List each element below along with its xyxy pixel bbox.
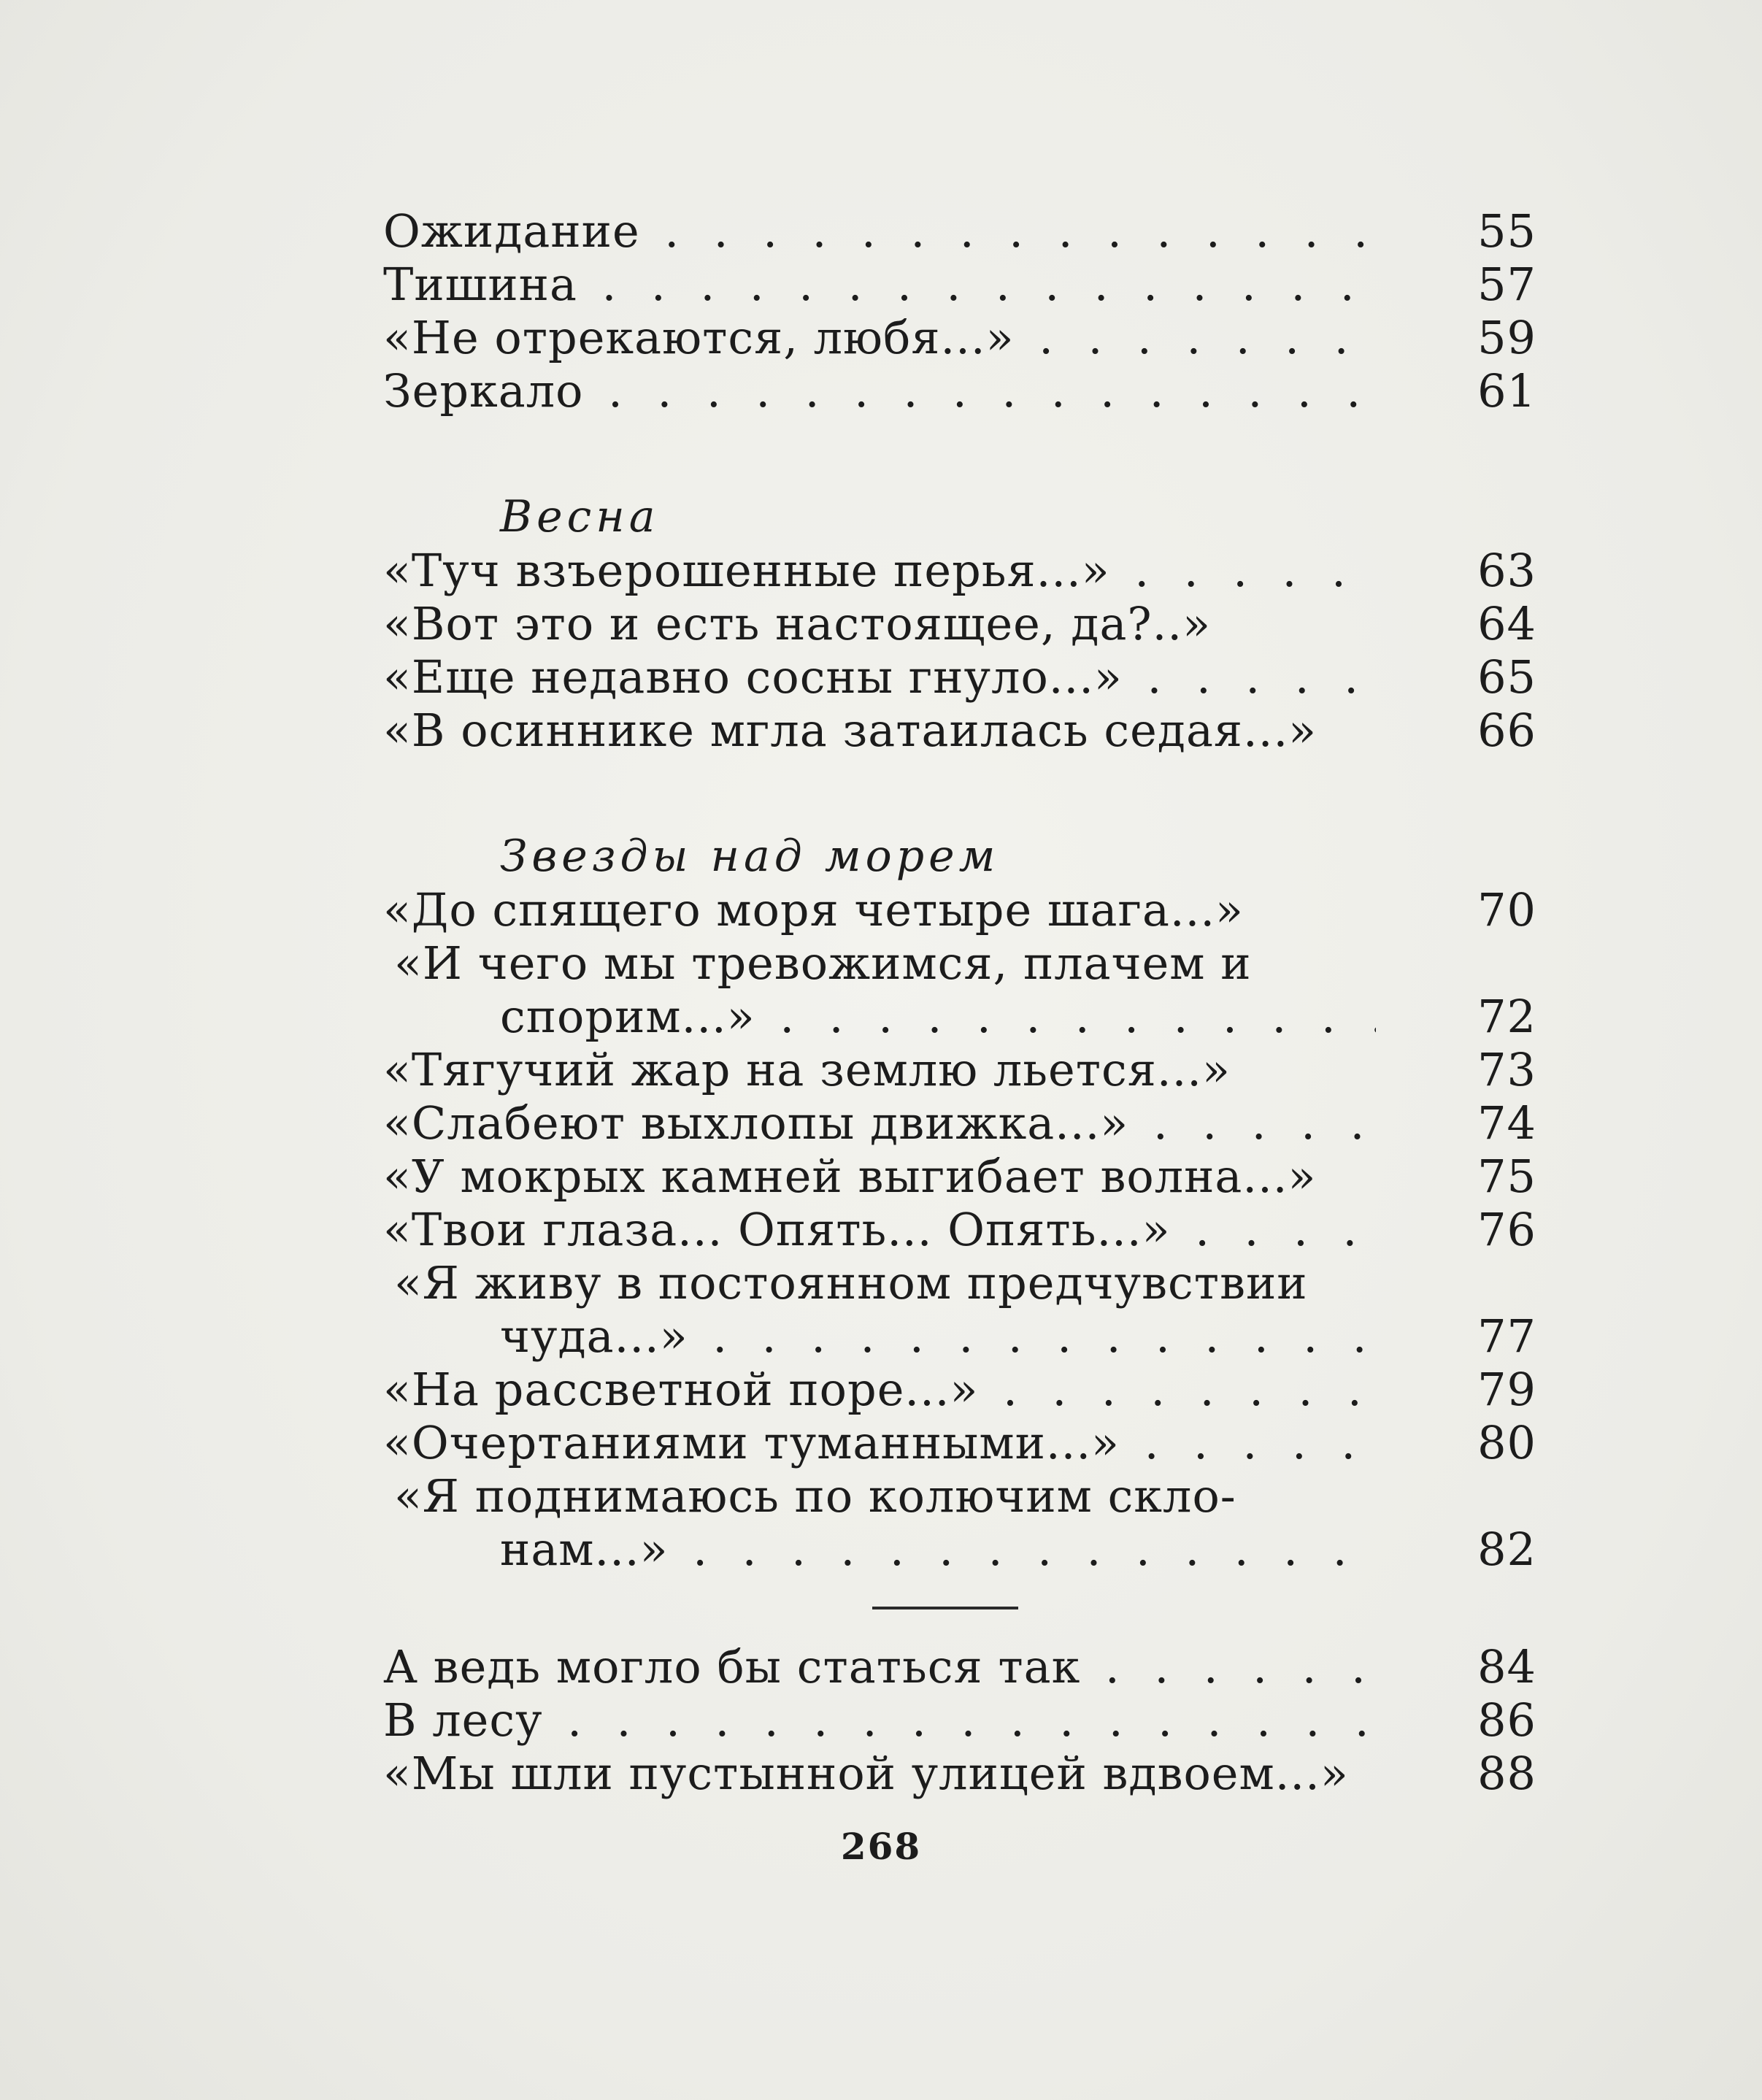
toc-entry xyxy=(383,258,1536,311)
toc-entry-page: 65 xyxy=(1477,650,1536,704)
table-of-contents xyxy=(383,204,1536,1800)
toc-entry-page: 70 xyxy=(1477,883,1536,936)
toc-entry-title: «В осиннике мгла затаилась седая...» xyxy=(383,704,1317,757)
toc-entry xyxy=(383,1203,1536,1256)
toc-entry-page: 64 xyxy=(1477,597,1536,650)
toc-entry-title: «Я поднимаюсь по колючим скло- xyxy=(394,1469,1236,1523)
toc-entry-title: «На рассветной поре...» . . . xyxy=(383,1363,1376,1416)
toc-entry-title-continued: нам...» . . . xyxy=(500,1523,1376,1576)
toc-entry-title: «Слабеют выхлопы движка...» . . . xyxy=(383,1096,1376,1150)
toc-entry-title: «У мокрых камней выгибает волна...» xyxy=(383,1150,1317,1203)
toc-entry-title: Ожидание . . . xyxy=(383,204,1376,258)
toc-entry-page: 80 xyxy=(1477,1416,1536,1469)
toc-entry-title: Зеркало . . . xyxy=(383,364,1376,418)
toc-entry xyxy=(383,364,1536,418)
toc-entry xyxy=(383,936,1536,1043)
toc-entry-page: 79 xyxy=(1477,1363,1536,1416)
toc-entry xyxy=(383,1363,1536,1416)
toc-entry-page: 75 xyxy=(1477,1150,1536,1203)
toc-entry xyxy=(383,1043,1536,1096)
toc-entry-page: 57 xyxy=(1477,258,1536,311)
toc-entry-title: «Туч взъерошенные перья...» . . . xyxy=(383,544,1376,597)
toc-entry xyxy=(383,1416,1536,1469)
toc-entry-page: 66 xyxy=(1477,704,1536,757)
toc-entry xyxy=(383,1747,1536,1800)
toc-entry-title: Тишина . . . xyxy=(383,258,1376,311)
toc-entry-page: 55 xyxy=(1477,204,1536,258)
toc-entry-page: 73 xyxy=(1477,1043,1536,1096)
toc-entry-page: 63 xyxy=(1477,544,1536,597)
toc-entry-title-continued: чуда...» . . . xyxy=(500,1309,1376,1363)
page-number: 268 xyxy=(840,1825,922,1868)
toc-entry xyxy=(383,1640,1536,1693)
toc-entry-title: «И чего мы тревожимся, плачем и xyxy=(394,936,1252,990)
section-heading: Звезды над морем xyxy=(500,831,1000,882)
toc-entry-title: «До спящего моря четыре шага...» xyxy=(383,883,1244,936)
toc-entry xyxy=(383,650,1536,704)
toc-entry-title: А ведь могло бы статься так . . . xyxy=(383,1640,1376,1693)
toc-entry xyxy=(383,1256,1536,1363)
toc-entry-page: 72 xyxy=(1477,990,1536,1043)
spacer xyxy=(383,418,1536,491)
toc-entry-title: «Я живу в постоянном предчувствии xyxy=(394,1256,1308,1309)
section-divider xyxy=(872,1607,1018,1609)
toc-entry-title: «Еще недавно сосны гнуло...» . . . xyxy=(383,650,1376,704)
toc-entry xyxy=(383,1693,1536,1747)
toc-entry xyxy=(383,883,1536,936)
toc-entry-title: «Тягучий жар на землю льется...» xyxy=(383,1043,1231,1096)
toc-entry-title: «Очертаниями туманными...» . . . xyxy=(383,1416,1376,1469)
toc-entry xyxy=(383,544,1536,597)
toc-entry xyxy=(383,1096,1536,1150)
toc-entry xyxy=(383,204,1536,258)
toc-entry-title: «Не отрекаются, любя...» . . . xyxy=(383,311,1376,364)
toc-entry-title: «Мы шли пустынной улицей вдвоем...» xyxy=(383,1747,1349,1800)
toc-entry-page: 76 xyxy=(1477,1203,1536,1256)
toc-entry xyxy=(383,704,1536,757)
toc-entry-title: «Вот это и есть настоящее, да?..» xyxy=(383,597,1212,650)
toc-entry-page: 74 xyxy=(1477,1096,1536,1150)
toc-entry-page: 61 xyxy=(1477,364,1536,418)
toc-entry xyxy=(383,311,1536,364)
toc-entry-page: 82 xyxy=(1477,1523,1536,1576)
toc-entry-page: 88 xyxy=(1477,1747,1536,1800)
toc-entry xyxy=(383,1150,1536,1203)
toc-entry-page: 77 xyxy=(1477,1309,1536,1363)
toc-entry xyxy=(383,1469,1536,1576)
toc-entry-title: В лесу . . . xyxy=(383,1693,1376,1747)
toc-entry-page: 86 xyxy=(1477,1693,1536,1747)
toc-entry-title: «Твои глаза... Опять... Опять...» . . . xyxy=(383,1203,1376,1256)
spacer xyxy=(383,757,1536,830)
toc-entry-title-continued: спорим...» . . . xyxy=(500,990,1376,1043)
toc-entry-page: 59 xyxy=(1477,311,1536,364)
toc-entry xyxy=(383,597,1536,650)
toc-entry-page: 84 xyxy=(1477,1640,1536,1693)
section-heading: Весна xyxy=(500,491,660,542)
